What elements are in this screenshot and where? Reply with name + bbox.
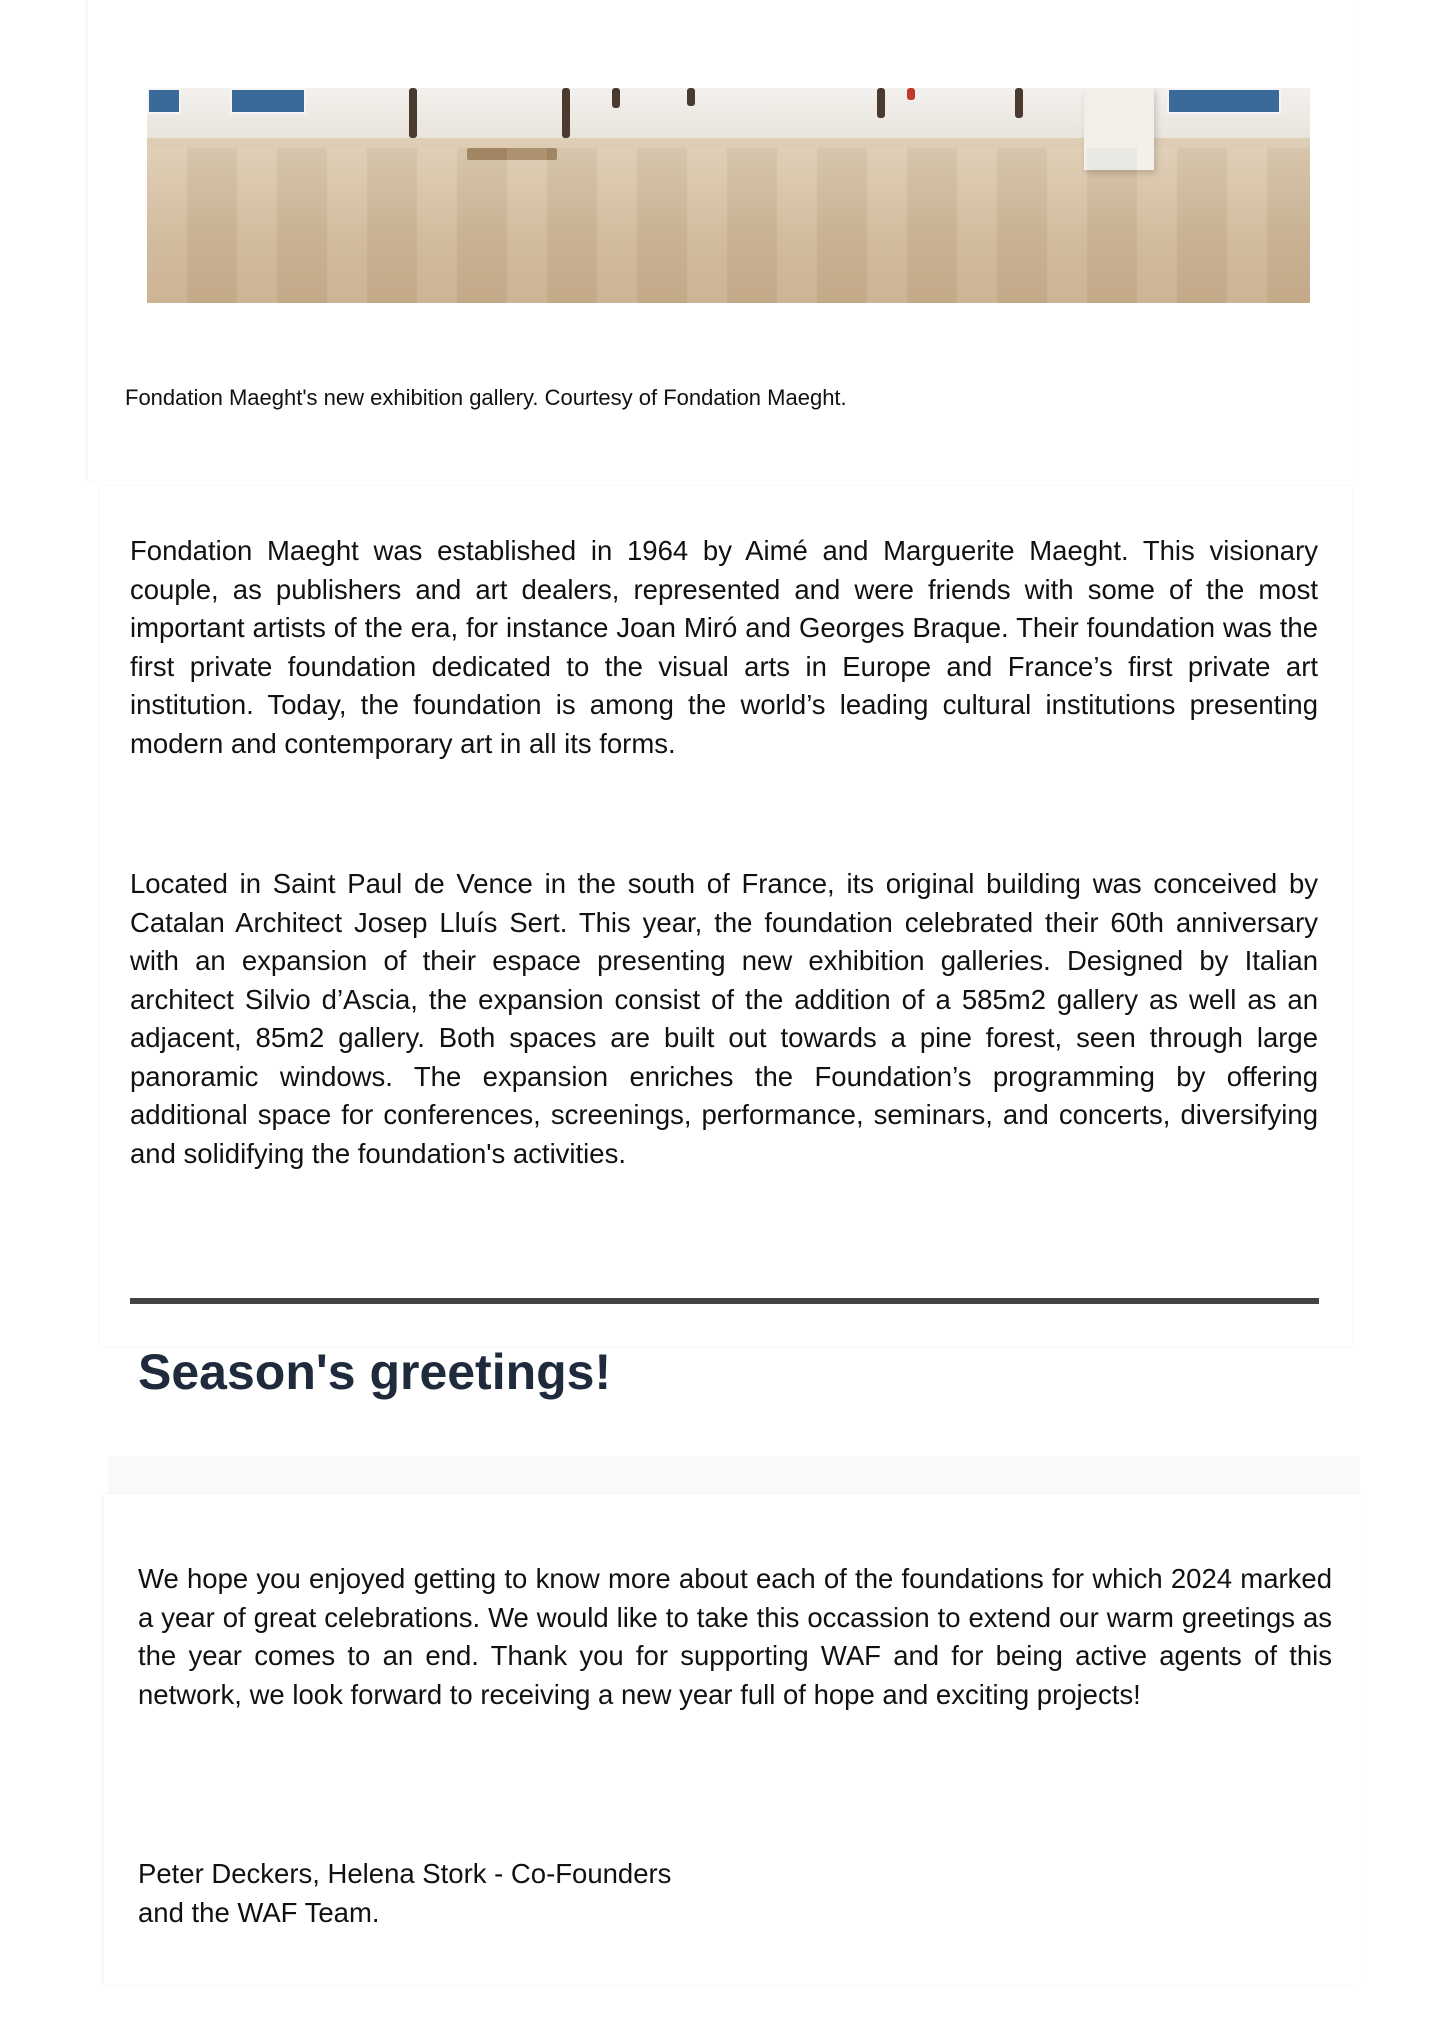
photo-figure [562,88,570,138]
section-spacer [108,1456,1360,1494]
greetings-body: We hope you enjoyed getting to know more about each of the foundations for which 2024 marked a year of great celebrations. We would like to take this occassion to extend our warm greetings as the year comes to an end. Thank you for supporting WAF and for being active agents of this network, we look forward to receiving a new year full of hope and exciting projects! [138,1563,1332,1710]
signature-team: and the WAF Team. [138,1896,380,1928]
photo-painting [1167,88,1281,114]
exhibition-gallery-photo [147,88,1310,303]
photo-figure [409,88,417,138]
greetings-title: Season's greetings! [138,1344,612,1400]
section-divider [130,1298,1319,1304]
signature-names: Peter Deckers, Helena Stork - Co-Founders [138,1858,672,1889]
photo-painting [230,88,306,114]
photo-figure [1015,88,1023,118]
article-paragraph: Located in Saint Paul de Vence in the south of France, its original building was conceived by Catalan Architect Josep Lluís Sert. This year, the foundation celebrated their 60th anniversary with an expansion of their espace presenting new exhibition galleries. Designed by Italian architect Silvio d’Ascia, the expansion consist of the addition of a 585m2 gallery as well as an adjacent, 85m2 gallery. Both spaces are built out towards a pine forest, seen through large panoramic windows. The expansion enriches the Foundation’s programming by offering additional space for conferences, screenings, performance, seminars, and concerts, diversifying and solidifying the foundation's activities. [130,868,1318,1169]
article-paragraph: Fondation Maeght was established in 1964 by Aimé and Marguerite Maeght. This visionary couple, as publishers and art dealers, represented and were friends with some of the most important artists of the era, for instance Joan Miró and Georges Braque. Their foundation was the first private foundation dedicated to the visual arts in Europe and France’s first private art institution. Today, the foundation is among the world’s leading cultural institutions presenting modern and contemporary art in all its forms. [130,535,1318,759]
signature [138,1855,671,1932]
photo-figure [877,88,885,118]
photo-caption: Fondation Maeght's new exhibition gallery. Courtesy of Fondation Maeght. [125,385,847,410]
photo-figure [612,88,620,108]
photo-painting [147,88,181,114]
photo-figure [687,88,695,106]
photo-figure [907,88,915,100]
photo-floor [147,148,1310,303]
